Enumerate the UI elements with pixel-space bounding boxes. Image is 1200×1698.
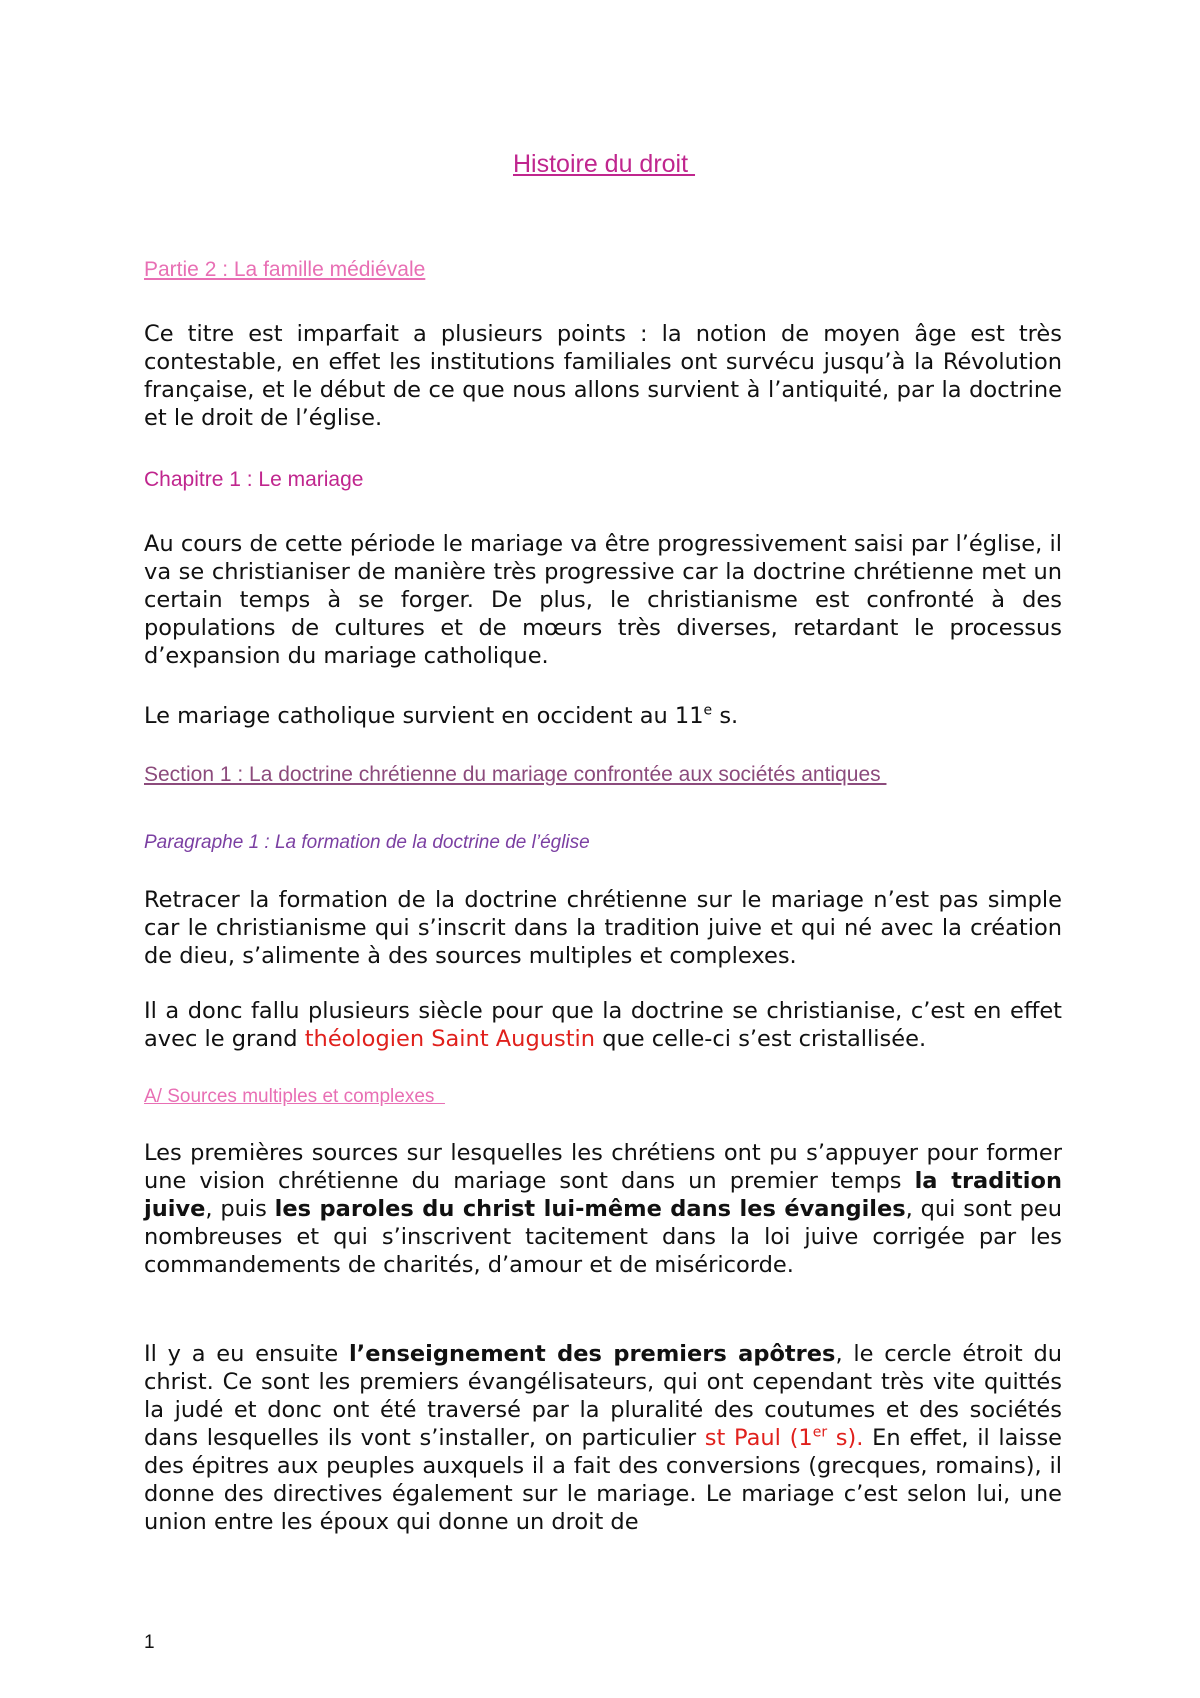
highlighted-text: théologien Saint Augustin	[304, 1026, 596, 1052]
chapter-paragraph-1: Au cours de cette période le mariage va être progressivement saisi par l’église, il va se christianiser de manière très progressive car la doctrine chrétienne met un certain temps à se forger. De plus, le christianisme est confronté à des populations de cultures et de mœurs très diverses, retardant le processus d’expansion du mariage catholique.	[144, 531, 1062, 669]
page-number: 1	[144, 1632, 155, 1653]
paragraph-heading: Paragraphe 1 : La formation de la doctrine de l’église	[144, 832, 590, 853]
text-span: s.	[712, 703, 739, 729]
superscript: er	[812, 1424, 828, 1441]
bold-text: la tradition juive	[144, 1168, 1062, 1222]
text-span: , puis	[205, 1196, 275, 1222]
text-span: Les premières sources sur lesquelles les chrétiens ont pu s’appuyer pour former une vision chrétienne du mariage sont dans un premier temps	[144, 1140, 1062, 1194]
text-span: s).	[827, 1425, 864, 1451]
paragraph-text-2	[144, 997, 1062, 1053]
text-span: , le cercle étroit du christ. Ce sont les premiers évangélisateurs, qui ont cependant très vite quittés la judé et donc ont été traversé par la pluralité des coutumes et des sociétés dans lesquelles ils vont s’installer, on particulier	[144, 1341, 1062, 1451]
text-span: , qui sont peu nombreuses et qui s’inscrivent tacitement dans la loi juive corrigée par les commandements de charités, d’amour et de miséricorde.	[144, 1196, 1062, 1278]
text-span: Il a donc fallu plusieurs siècle pour que la doctrine se christianise, c’est en effet avec le grand	[144, 998, 1062, 1052]
text-span: En effet, il laisse des épitres aux peuples auxquels il a fait des conversions (grecques, romains), il donne des directives également sur le mariage. Le mariage c’est selon lui, une union entre les époux qui donne un droit de	[144, 1425, 1063, 1535]
text-span: Le mariage catholique survient en occident au 11	[144, 703, 704, 729]
section-heading: Section 1 : La doctrine chrétienne du mariage confrontée aux sociétés antiques	[144, 763, 887, 786]
chapter-heading: Chapitre 1 : Le mariage	[144, 468, 364, 491]
sources-paragraph-1	[144, 1139, 1062, 1279]
paragraph-text-1: Retracer la formation de la doctrine chrétienne sur le mariage n’est pas simple car le christianisme qui s’inscrit dans la tradition juive et qui né avec la création de dieu, s’alimente à des sources multiples et complexes.	[144, 887, 1062, 969]
bold-text: les paroles du christ lui-même dans les évangiles	[274, 1196, 906, 1222]
highlighted-text	[705, 1425, 864, 1451]
bold-text: l’enseignement des premiers apôtres	[348, 1341, 836, 1367]
subsection-heading: A/ Sources multiples et complexes	[144, 1086, 445, 1107]
text-span: Il y a eu ensuite	[144, 1341, 349, 1367]
text-span: que celle-ci s’est cristallisée.	[595, 1026, 927, 1052]
chapter-paragraph-2	[144, 702, 1062, 730]
superscript: e	[703, 702, 713, 719]
part-heading: Partie 2 : La famille médiévale	[144, 258, 426, 281]
document-title: Histoire du droit	[512, 150, 696, 178]
text-span: st Paul (1	[704, 1425, 813, 1451]
intro-paragraph: Ce titre est imparfait a plusieurs points : la notion de moyen âge est très contestable, en effet les institutions familiales ont survécu jusqu’à la Révolution française, et le début de ce que nous allons survient à l’antiquité, par la doctrine et le droit de l’église.	[144, 321, 1062, 431]
sources-paragraph-2	[144, 1340, 1062, 1536]
